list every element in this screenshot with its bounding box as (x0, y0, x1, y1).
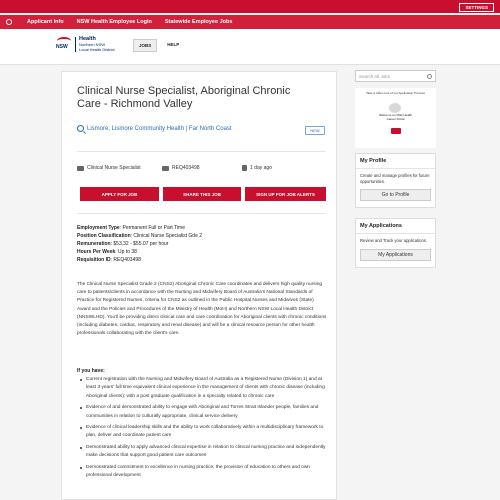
nav-employee-login[interactable]: NSW Health Employee Login (76, 19, 152, 25)
my-applications-title: My Applications (356, 219, 435, 234)
settings-button[interactable]: SETTINGS (459, 3, 494, 12)
home-icon[interactable] (4, 15, 14, 29)
header-nav (133, 39, 189, 52)
briefcase-icon (77, 166, 84, 171)
job-alerts-button[interactable]: SIGN UP FOR JOB ALERTS (245, 187, 326, 201)
job-details (77, 224, 202, 264)
waratah-icon: NSW (56, 37, 72, 57)
nav-help[interactable]: HELP (167, 42, 180, 47)
job-location (77, 125, 232, 132)
nsw-health-logo[interactable] (56, 37, 115, 57)
job-detail-panel (61, 71, 337, 500)
job-req-id: REQ403498 (162, 165, 200, 171)
id-card-icon (162, 166, 169, 171)
detail-remuneration: Remuneration: $53.32 - $55.07 per hour (77, 241, 169, 247)
divider (77, 151, 326, 152)
logo-district-line1: Northern NSW (79, 42, 106, 47)
requirements-list (77, 376, 327, 483)
apply-button[interactable]: APPLY FOR JOB (80, 187, 159, 201)
logo-health-text: Health (79, 36, 96, 42)
video-caption: Take a Video tour of our Application Process (366, 91, 425, 95)
list-item: Evidence of clinical leadership skills and the ability to work collaboratively within a multidisciplinary framework to plan, deliver and coordinate patient care (77, 424, 327, 441)
job-description: The Clinical Nurse Specialist Grade 2 (CNS2) Aboriginal Chronic Care coordinates and delivers high quality nursing care to patients/clients in accordance with the Nursing and Midwifery Board of Australia's National Standards of Practice for Registered Nurses, criteria for CNS2 as outlined in the Public Hospital Nurses and Midwives (State) Award and the Policies and Procedures of the Ministry of Health (MoH) and Northern NSW Local Health District (NNSWLHD). You'll be providing direct clinical care and care coordination for Aboriginal clients with chronic conditions (including diabetes, cardiac, respiratory and renal disease) and will be a clinical resource person for other health professionals collaborating with the client's care. (77, 282, 327, 337)
requirements-heading: If you have: (77, 368, 105, 374)
list-item: Current registration with the Nursing and Midwifery Board of Australia as a Registered Nurse (Division 1) and at least 3 years' full time equivalent clinical experience in the management of clients with chronic disease (including Aboriginal clients); with a post graduate qualification in a specialty related to chronic care (77, 376, 327, 401)
top-bar (0, 0, 500, 13)
my-profile-text: Create and manage profiles for future opportunities. (360, 173, 430, 184)
calendar-icon (242, 165, 247, 171)
nav-statewide-jobs[interactable]: Statewide Employee Jobs (164, 19, 233, 25)
list-item: Demonstrated commitment to excellence in nursing practice, the provision of education to others and own professional development (77, 464, 327, 481)
my-profile-title: My Profile (356, 154, 435, 169)
nav-applicant-info[interactable]: Applicant Info (27, 19, 64, 25)
list-item: Evidence of and demonstrated ability to engage with Aboriginal and Torres Strait Islander people, families and communities in relation to culturally appropriate, clinical service delivery (77, 404, 327, 421)
my-applications-panel (355, 218, 436, 268)
divider (77, 213, 326, 214)
nav-jobs[interactable]: JOBS (133, 39, 157, 52)
video-tour[interactable] (355, 88, 436, 148)
share-button[interactable]: SHARE THIS JOB (163, 187, 241, 201)
job-location-text[interactable]: Lismore, Lismore Community Health | Far North Coast (87, 125, 232, 132)
logo-district-line2: Local Health District (79, 47, 115, 52)
job-category: Clinical Nurse Specialist (77, 165, 141, 171)
search-icon (427, 74, 432, 79)
search-jobs-input[interactable]: Search All Jobs (355, 70, 436, 82)
list-item: Demonstrated ability to apply advanced clinical expertise in relation to clinical nursing practice and independently make decisions that support good patient care outcomes (77, 444, 327, 461)
top-nav (0, 15, 500, 29)
site-header (0, 29, 500, 65)
job-posted: 1 day ago (242, 165, 272, 171)
detail-classification: Position Classification: Clinical Nurse Specialist Gde 2 (77, 233, 203, 239)
my-applications-button[interactable]: My Applications (360, 249, 431, 261)
my-applications-text: Review and Track your applications. (360, 238, 428, 243)
job-title: Clinical Nurse Specialist, Aboriginal Chronic Care - Richmond Valley (77, 85, 291, 110)
search-icon (77, 125, 84, 132)
detail-employment-type: Employment Type: Permanent Full or Part Time (77, 225, 186, 231)
new-badge: NEW (305, 126, 325, 135)
my-profile-panel (355, 153, 436, 208)
detail-requisition-id: Requisition ID: REQ403498 (77, 257, 141, 263)
go-to-profile-button[interactable]: Go to Profile (360, 189, 431, 201)
video-thumbnail[interactable]: Welcome to NSW Health Career Portal (379, 101, 413, 125)
play-icon[interactable] (391, 128, 401, 134)
detail-hours: Hours Per Week: Up to 38 (77, 249, 137, 255)
